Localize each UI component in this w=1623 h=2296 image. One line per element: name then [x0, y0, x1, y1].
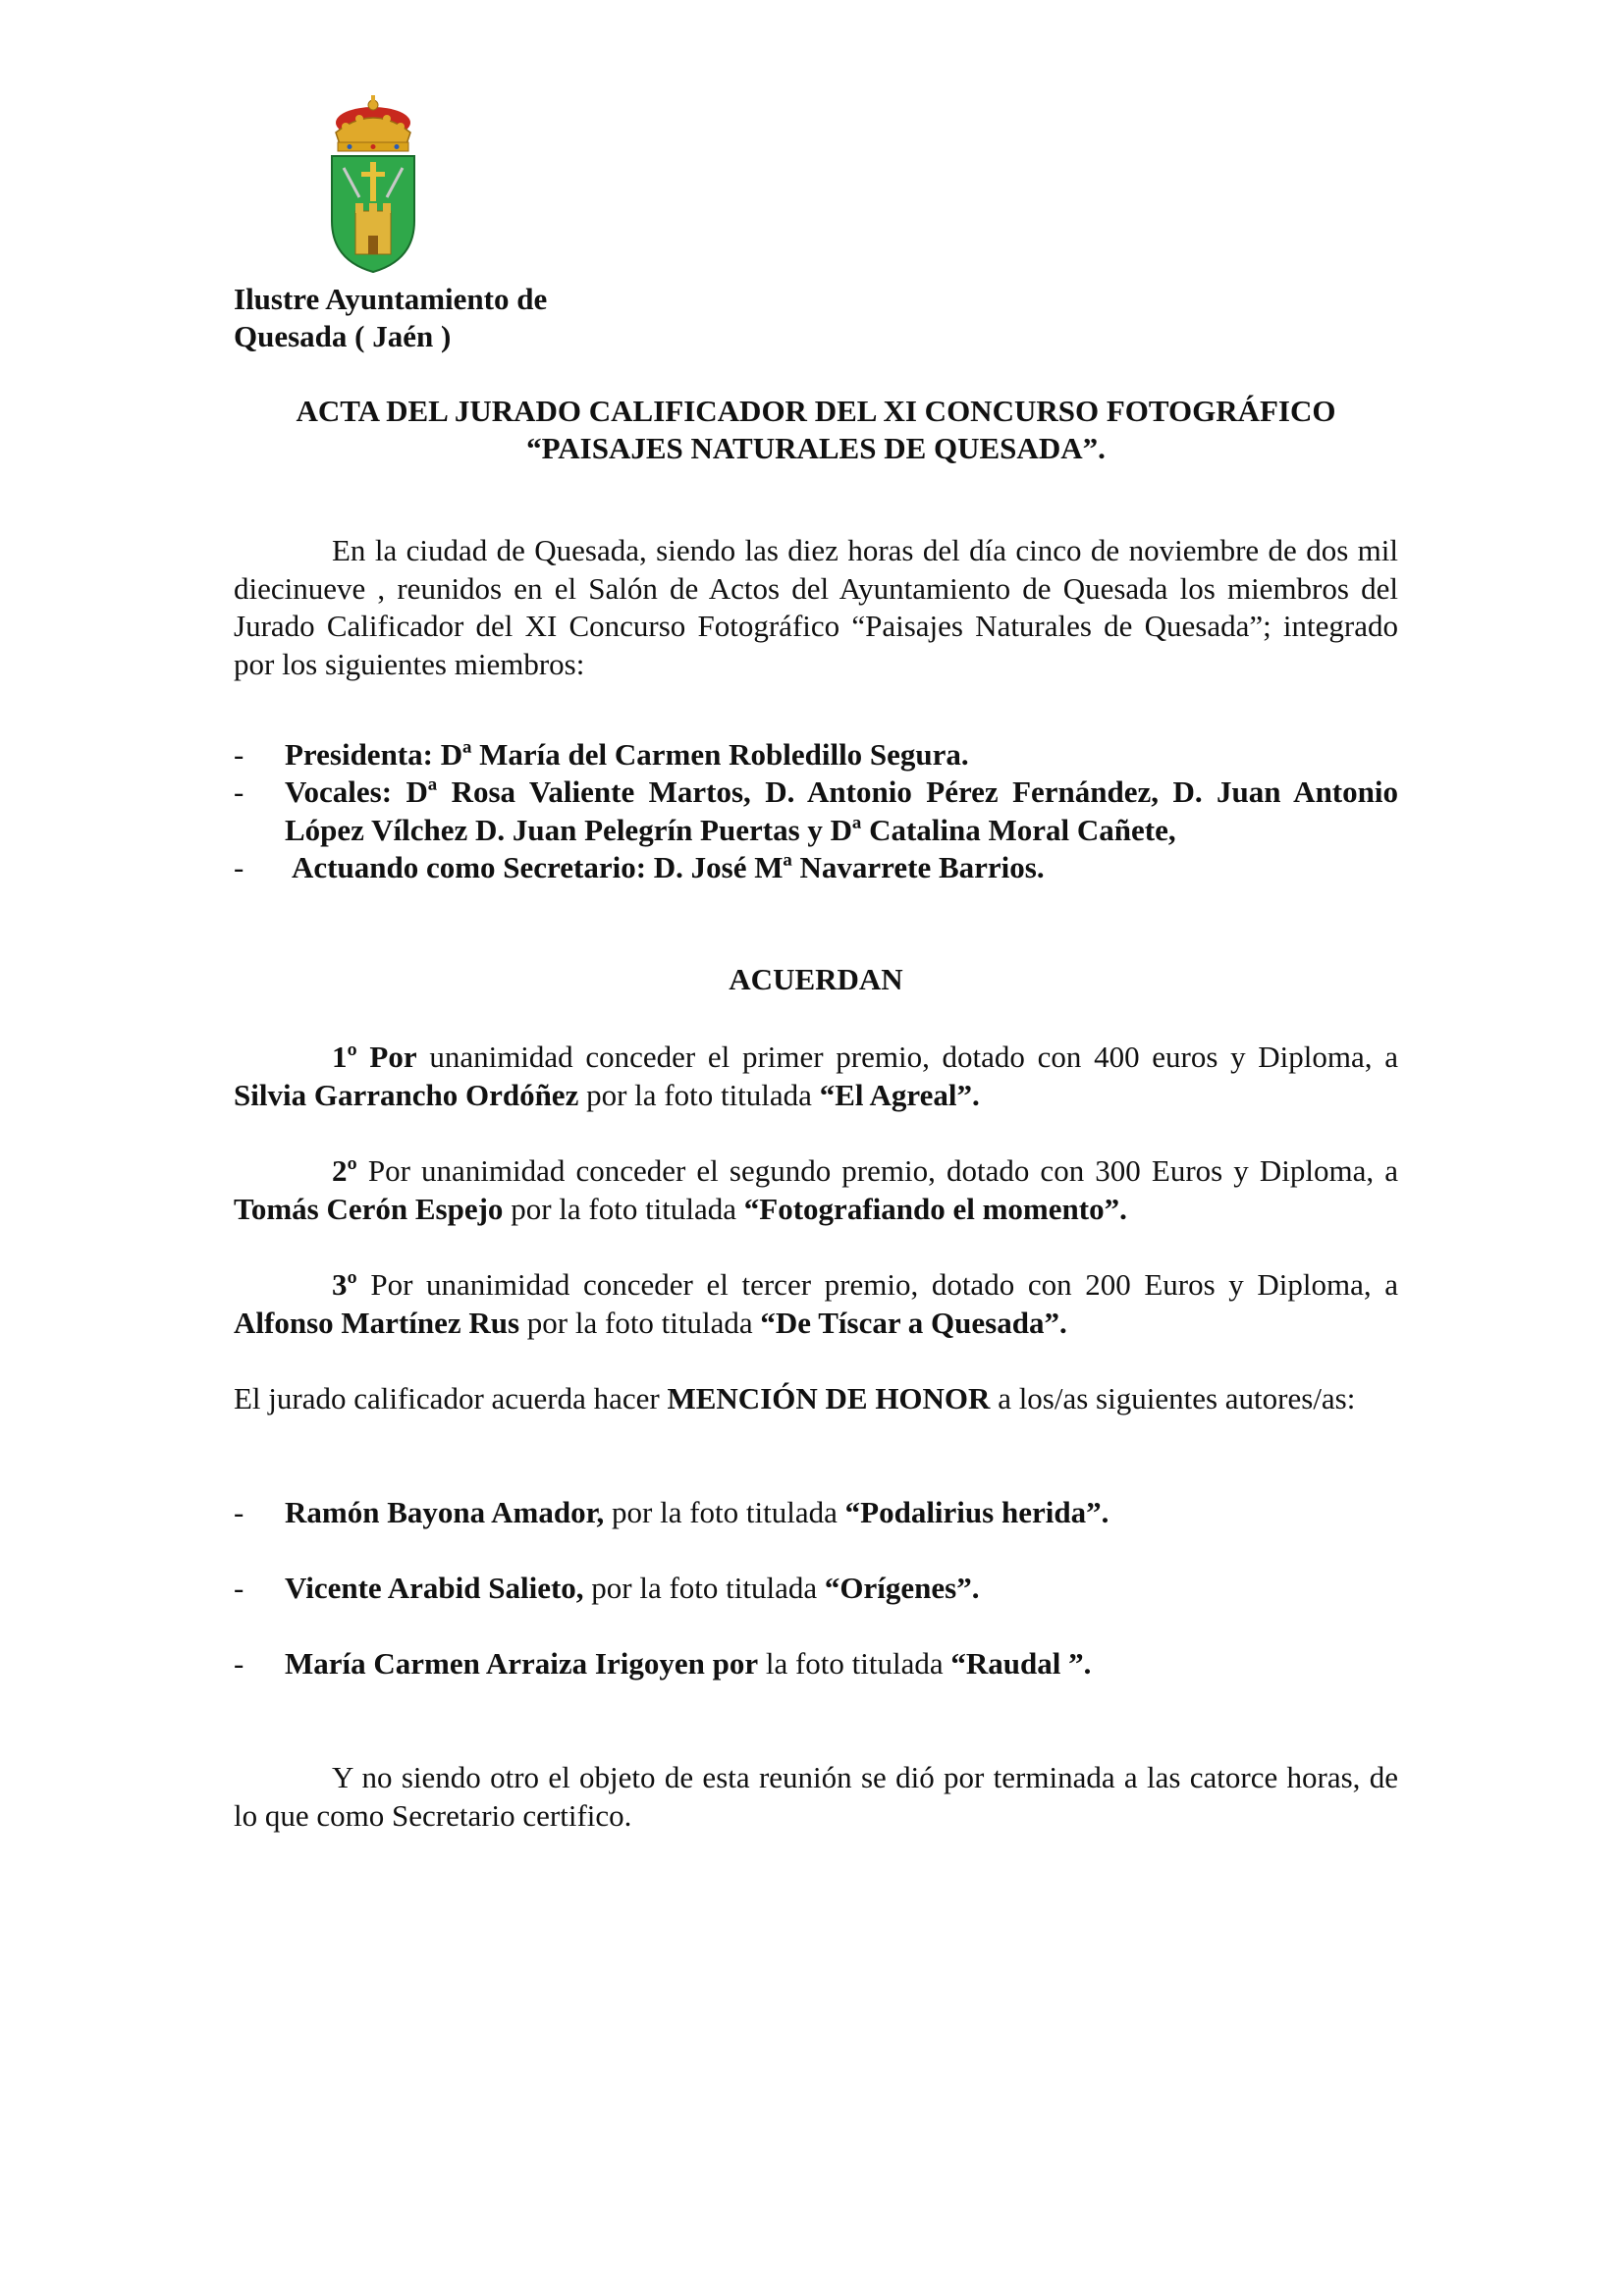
- prize-text: por la foto titulada: [519, 1305, 761, 1340]
- prize-author: Silvia Garrancho Ordóñez: [234, 1077, 579, 1112]
- mention-text: por la foto titulada: [604, 1495, 845, 1529]
- honor-text: El jurado calificador acuerda hacer: [234, 1381, 668, 1415]
- prize-photo-title: “Fotografiando el momento”.: [743, 1191, 1127, 1226]
- mention-item: [285, 1570, 1398, 1608]
- mention-photo-title: “Orígenes”.: [824, 1571, 980, 1605]
- intro-paragraph: En la ciudad de Quesada, siendo las diez horas del día cinco de noviembre de dos mil diecinueve , reunidos en el Salón de Actos del Ayuntamiento de Quesada los miembros del Jurado Calificador del XI Concurso Fotográfico “Paisajes Naturales de Quesada”; integrado por los siguientes miembros:: [234, 533, 1398, 681]
- issuer-line-1: Ilustre Ayuntamiento de: [234, 282, 548, 316]
- acuerdan-heading: ACUERDAN: [729, 962, 903, 996]
- honor-text: a los/as siguientes autores/as:: [990, 1381, 1356, 1415]
- list-dash: -: [234, 1495, 244, 1529]
- mention-item: [285, 1494, 1398, 1532]
- issuer-heading: [234, 281, 547, 355]
- list-dash: -: [234, 737, 244, 772]
- mention-author: Vicente Arabid Salieto,: [285, 1571, 584, 1605]
- mention-photo-title: “Raudal ”.: [950, 1646, 1092, 1681]
- mention-author: Ramón Bayona Amador,: [285, 1495, 605, 1529]
- document-title: [234, 393, 1398, 467]
- list-dash: -: [234, 1571, 244, 1605]
- closing-paragraph: Y no siendo otro el objeto de esta reunión se dió por terminada a las catorce horas, de lo que como Secretario certifico.: [234, 1760, 1398, 1833]
- mention-text: la foto titulada: [758, 1646, 951, 1681]
- prize-author: Tomás Cerón Espejo: [234, 1191, 504, 1226]
- issuer-line-2: Quesada ( Jaén ): [234, 319, 452, 353]
- member-vocales: Vocales: Dª Rosa Valiente Martos, D. Antonio Pérez Fernández, D. Juan Antonio López Vílchez D. Juan Pelegrín Puertas y Dª Catalina Moral Cañete,: [285, 774, 1398, 847]
- coat-of-arms-icon: [324, 93, 422, 275]
- prize-number: 1º Por: [332, 1040, 417, 1074]
- prize-text: Por unanimidad conceder el tercer premio, dotado con 200 Euros y Diploma, a: [356, 1267, 1398, 1302]
- prize-photo-title: “De Tíscar a Quesada”.: [760, 1305, 1067, 1340]
- prize-number: 3º: [332, 1267, 357, 1302]
- prize-text: Por unanimidad conceder el segundo premio, dotado con 300 Euros y Diploma, a: [356, 1153, 1398, 1188]
- prize-author: Alfonso Martínez Rus: [234, 1305, 520, 1340]
- title-line-1: ACTA DEL JURADO CALIFICADOR DEL XI CONCURSO FOTOGRÁFICO: [296, 394, 1336, 428]
- mention-item: [285, 1645, 1398, 1683]
- prize-text: por la foto titulada: [578, 1077, 820, 1112]
- prize-second: [234, 1152, 1398, 1228]
- prize-number: 2º: [332, 1153, 357, 1188]
- prize-text: por la foto titulada: [503, 1191, 744, 1226]
- list-dash: -: [234, 774, 244, 809]
- list-dash: -: [234, 850, 244, 884]
- mention-text: por la foto titulada: [583, 1571, 825, 1605]
- member-secretary: Actuando como Secretario: D. José Mª Navarrete Barrios.: [292, 850, 1045, 884]
- mention-author: María Carmen Arraiza Irigoyen por: [285, 1646, 759, 1681]
- honor-paragraph: [234, 1380, 1398, 1418]
- list-dash: -: [234, 1646, 244, 1681]
- prize-photo-title: “El Agreal”.: [819, 1077, 980, 1112]
- prize-text: unanimidad conceder el primer premio, dotado con 400 euros y Diploma, a: [416, 1040, 1398, 1074]
- title-line-2: “PAISAJES NATURALES DE QUESADA”.: [526, 431, 1106, 465]
- prize-first: [234, 1039, 1398, 1114]
- honor-label: MENCIÓN DE HONOR: [667, 1381, 991, 1415]
- prize-third: [234, 1266, 1398, 1342]
- mention-photo-title: “Podalirius herida”.: [844, 1495, 1109, 1529]
- member-president: Presidenta: Dª María del Carmen Robledillo Segura.: [285, 737, 969, 772]
